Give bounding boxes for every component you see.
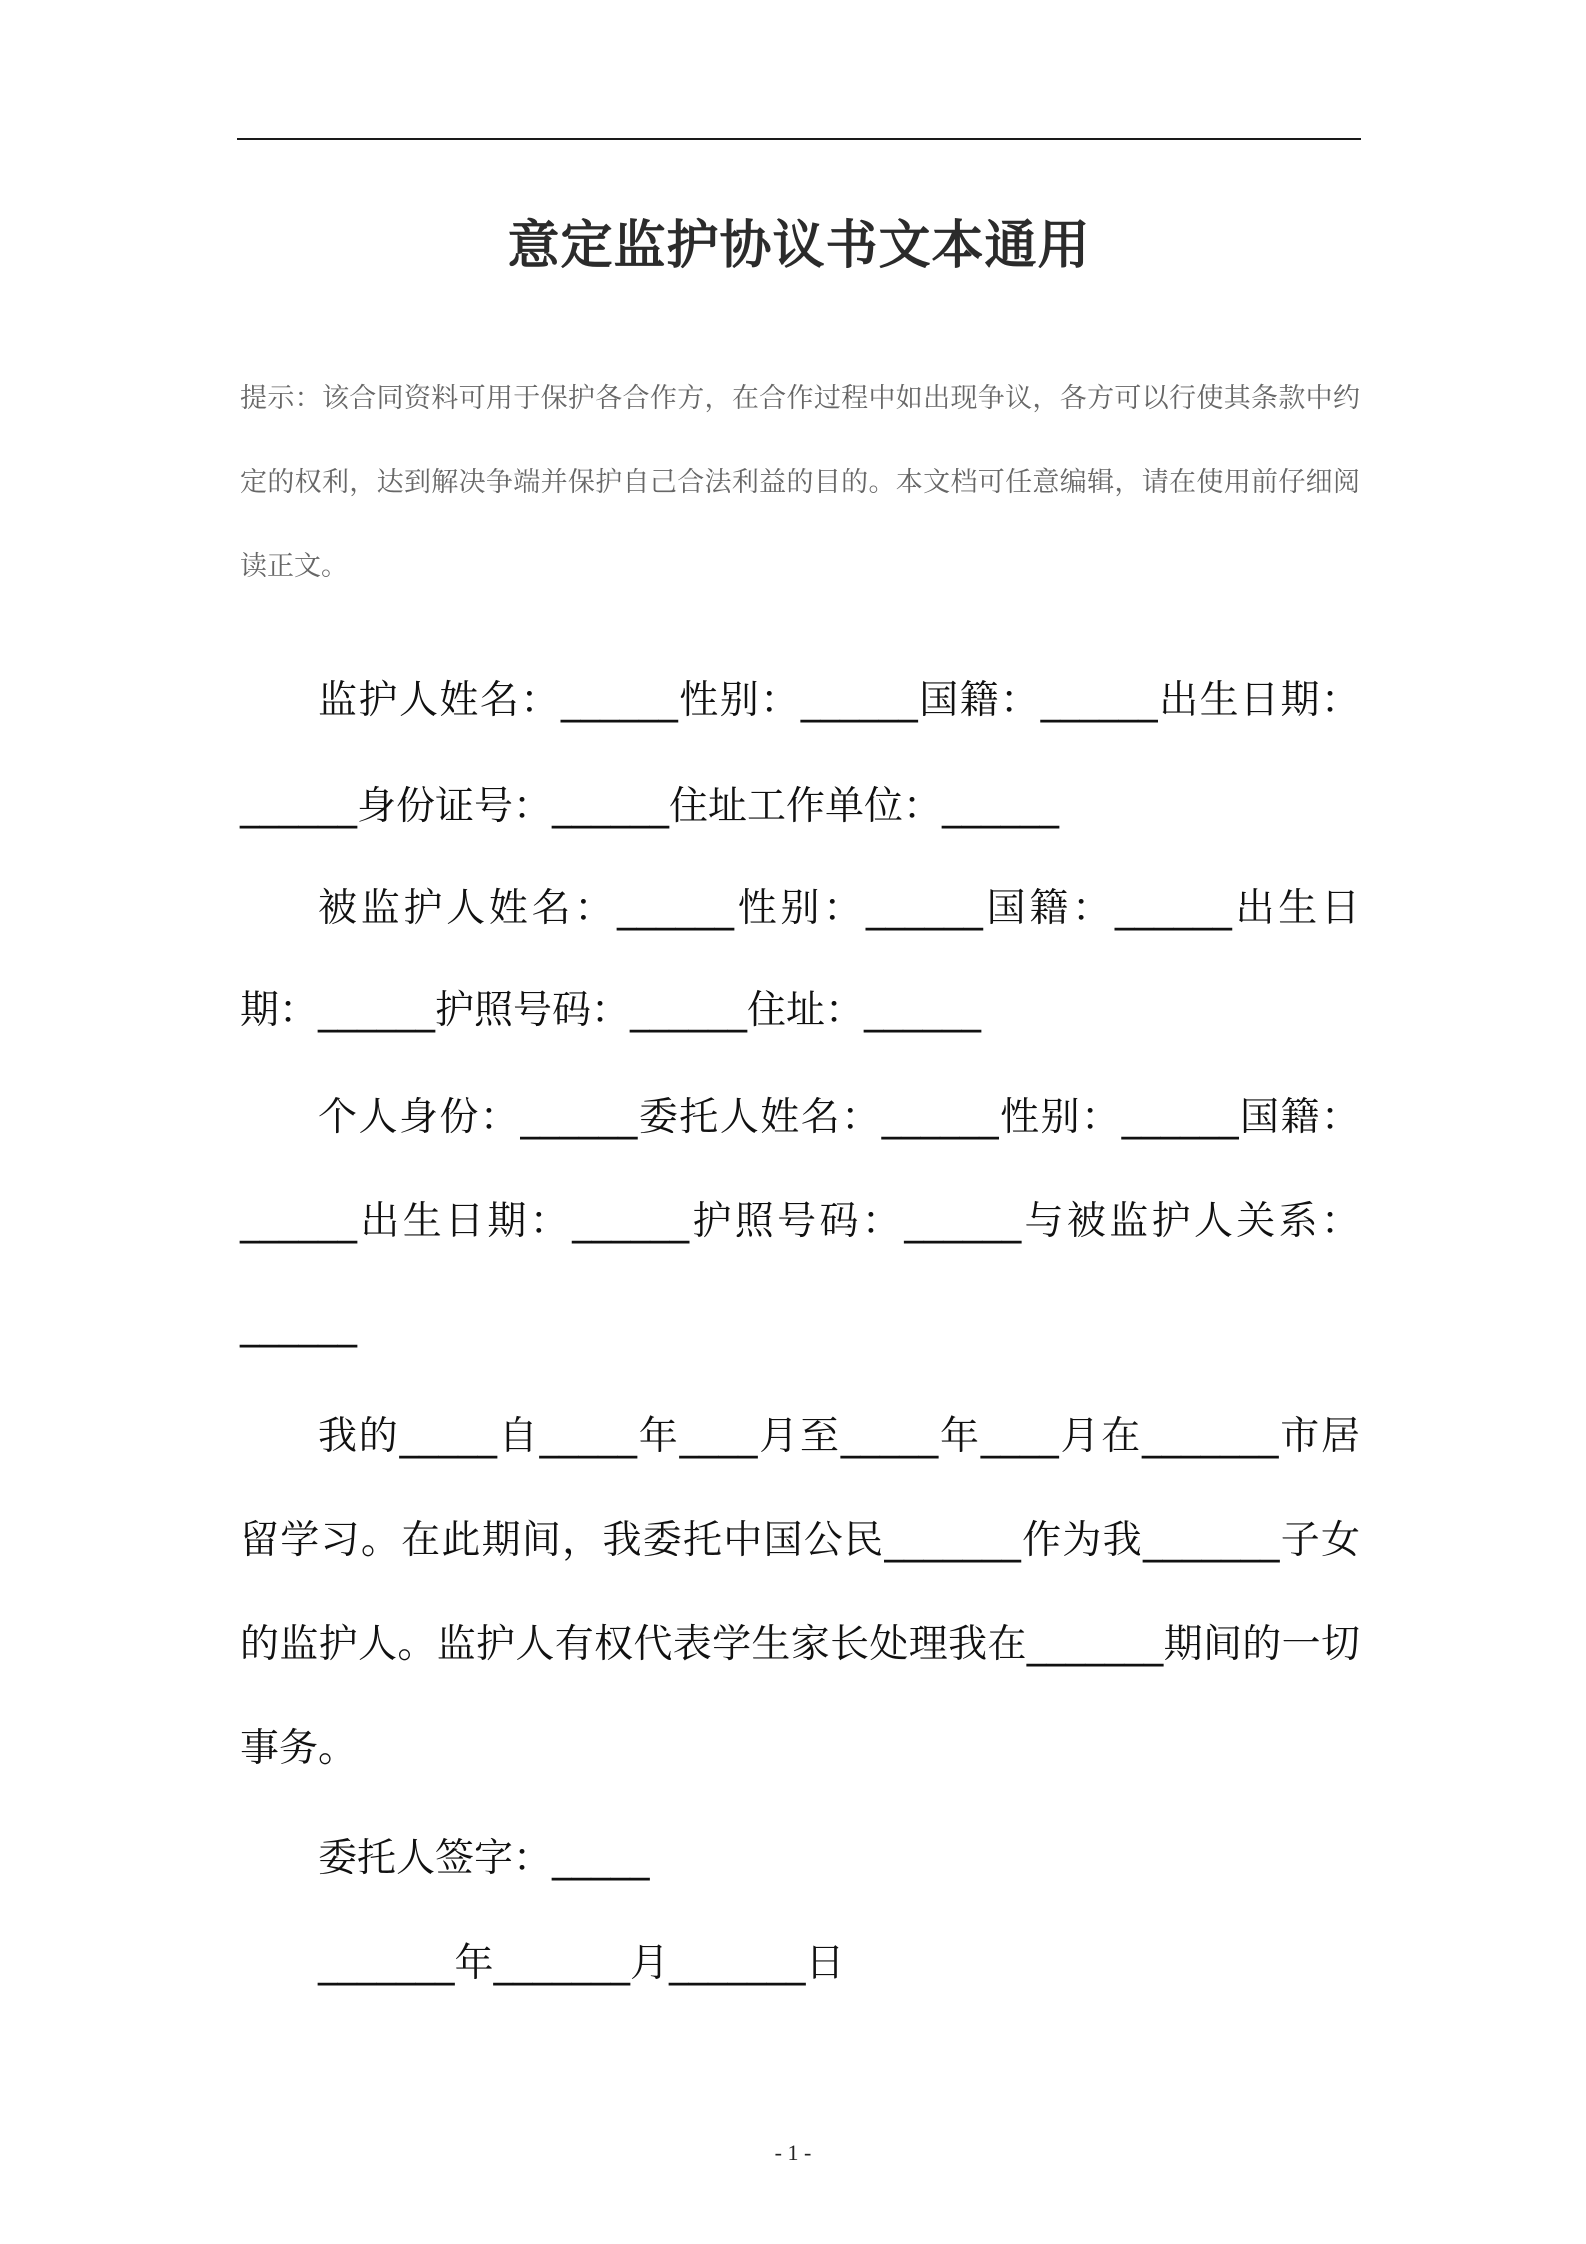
entrustment-block <box>240 1385 1360 1801</box>
date-block <box>240 1912 1360 2016</box>
hint-paragraph: 提示：该合同资料可用于保护各合作方，在合作过程中如出现争议，各方可以行使其条款中约定的权利，达到解决争端并保护自己合法利益的目的。本文档可任意编辑，请在使用前仔细阅读正文。 <box>240 383 1360 582</box>
ward-info-paragraph: 被监护人姓名：______性别：______国籍：______出生日期：______护照号码：______住址：______ <box>240 886 1360 1033</box>
guardian-info-paragraph: 监护人姓名：______性别：______国籍：______出生日期：______身份证号：______住址工作单位：______ <box>240 678 1360 829</box>
principal-info-block <box>240 1066 1360 1378</box>
page-number: - 1 - <box>774 2140 812 2165</box>
signature-block <box>240 1807 1360 1911</box>
header-rule <box>237 138 1361 140</box>
ward-info-block <box>240 858 1360 1062</box>
date-line: _______年_______月_______日 <box>318 1941 845 1986</box>
document-title: 意定监护协议书文本通用 <box>507 216 1091 276</box>
guardian-info-block <box>240 648 1360 860</box>
principal-info-paragraph: 个人身份：______委托人姓名：______性别：______国籍：______出生日期：______护照号码：______与被监护人关系：______ <box>240 1095 1360 1348</box>
signature-line: 委托人签字：_____ <box>318 1836 650 1881</box>
entrustment-paragraph: 我的_____自_____年____月至_____年____月在_______市居留学习。在此期间，我委托中国公民_______作为我_______子女的监护人。监护人有权代表学生家长处理我在_______期间的一切事务。 <box>240 1414 1360 1771</box>
